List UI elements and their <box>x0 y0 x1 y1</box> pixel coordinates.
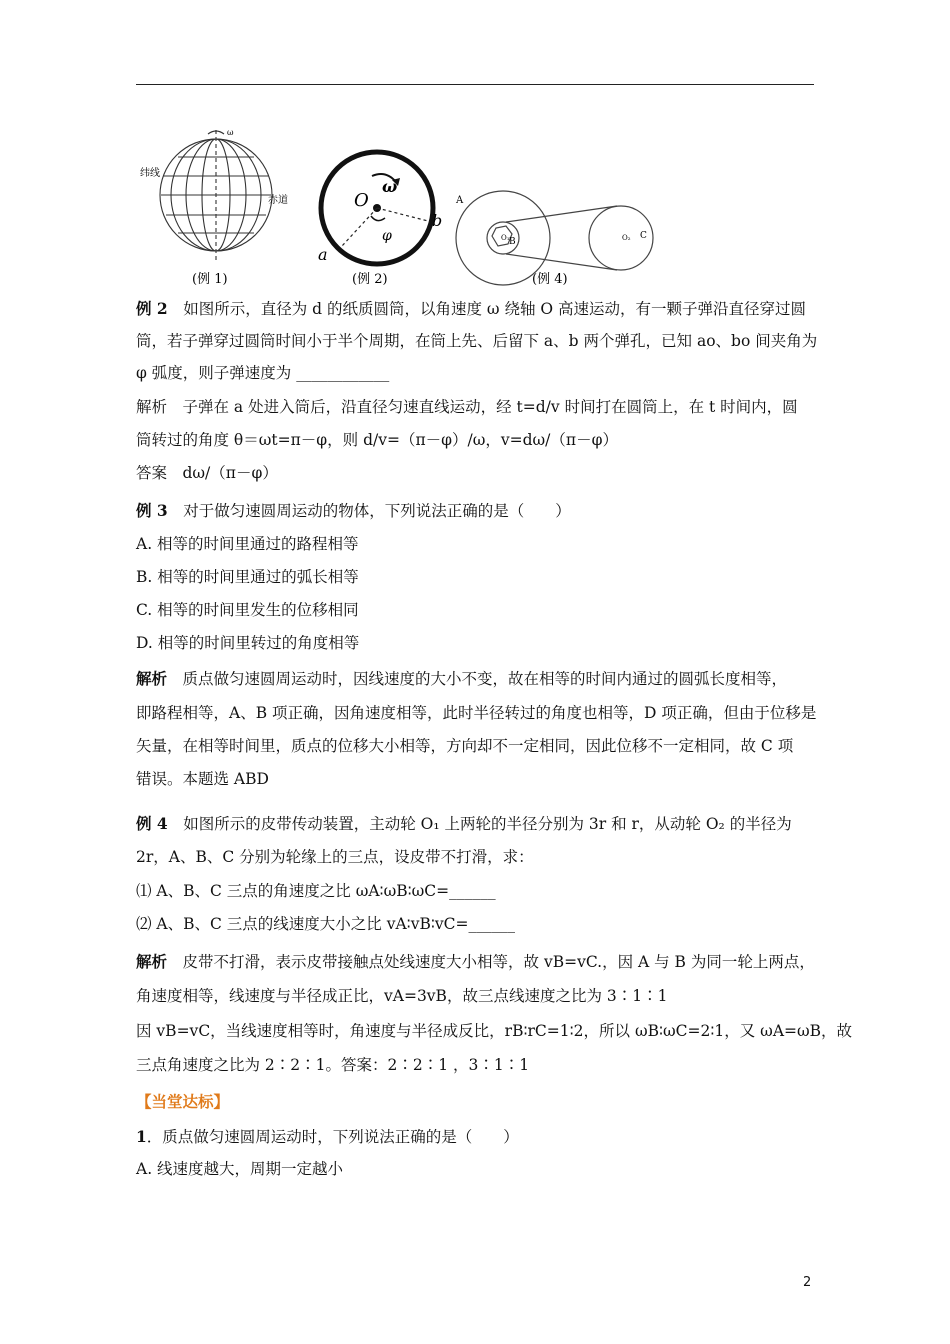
text-segment: A. 相等的时间里通过的路程相等 <box>136 535 359 553</box>
text-line <box>136 1020 853 1042</box>
text-line <box>136 951 816 973</box>
text-segment: B. 相等的时间里通过的弧长相等 <box>136 568 359 586</box>
text-segment: D. 相等的时间里转过的角度相等 <box>136 634 360 652</box>
fig4-label-b: B <box>509 237 516 247</box>
text-line <box>136 632 816 654</box>
text-segment: ⑴ A、B、C 三点的角速度之比 ωA∶ωB∶ωC=______ <box>136 882 496 900</box>
text-segment: C. 相等的时间里发生的位移相同 <box>136 601 359 619</box>
text-segment: 解析 <box>136 669 168 688</box>
fig1-label-top: ω <box>227 128 234 137</box>
text-segment: 例 4 <box>136 814 168 833</box>
figure-row <box>136 120 816 292</box>
text-segment: 皮带不打滑，表示皮带接触点处线速度大小相等，故 vB=vC.，因 A 与 B 为同一轮上两点， <box>167 953 815 971</box>
text-segment: A. 线速度越大，周期一定越小 <box>136 1160 344 1178</box>
text-segment: 1 <box>136 1127 147 1146</box>
text-segment: 解析 子弹在 a 处进入筒后，沿直径匀速直线运动，经 t=d/v 时间打在圆筒上，在 t 时间内，圆 <box>136 398 798 416</box>
text-line <box>136 1054 816 1076</box>
fig2-caption: (例 2) <box>352 272 388 287</box>
text-line <box>136 462 816 484</box>
text-line <box>136 813 816 835</box>
text-segment: 矢量，在相等时间里，质点的位移大小相等，方向却不一定相同，因此位移不一定相同，故 C 项 <box>136 737 794 755</box>
globe-figure <box>136 120 296 292</box>
header-rule <box>136 84 814 85</box>
text-segment: 即路程相等，A、B 项正确，因角速度相等，此时半径转过的角度也相等，D 项正确，但由于位移是 <box>136 704 817 722</box>
text-segment: 对于做匀速圆周运动的物体，下列说法正确的是（ ） <box>167 502 571 520</box>
text-line <box>136 735 816 757</box>
text-segment: 筒转过的角度 θ＝ωt=π－φ，则 d/v=（π－φ）/ω，v=dω/（π－φ） <box>136 431 618 449</box>
fig1-caption: (例 1) <box>192 272 228 287</box>
belt-drive-figure <box>454 120 654 292</box>
text-segment: ⑵ A、B、C 三点的线速度大小之比 vA∶vB∶vC=______ <box>136 915 515 933</box>
fig2-label-omega: ω <box>382 177 398 196</box>
page-number: 2 <box>803 1275 812 1290</box>
text-line <box>136 1126 816 1148</box>
text-line <box>136 846 816 868</box>
text-line <box>136 768 816 790</box>
text-segment: 例 3 <box>136 501 168 520</box>
text-segment: 答案 dω/（π－φ） <box>136 464 278 482</box>
text-line <box>136 1158 816 1180</box>
text-segment: 错误。本题选 ABD <box>136 770 269 788</box>
text-segment: 三点角速度之比为 2∶2∶1。答案：2∶2∶1 ，3∶1∶1 <box>136 1056 530 1074</box>
text-line <box>136 880 816 902</box>
cylinder-figure <box>314 120 454 292</box>
text-segment: 因 vB=vC，当线速度相等时，角速度与半径成反比，rB∶rC=1∶2，所以 ωB∶ωC=2∶1，又 ωA=ωB，故 <box>136 1022 853 1040</box>
text-line <box>136 599 816 621</box>
text-segment: 角速度相等，线速度与半径成正比，vA=3vB，故三点线速度之比为 3∶1∶1 <box>136 987 668 1005</box>
fig4-label-a: A <box>456 195 464 206</box>
fig4-label-c: C <box>640 231 647 241</box>
text-line <box>136 913 816 935</box>
text-segment: 【当堂达标】 <box>136 1092 230 1111</box>
text-segment: 如图所示的皮带传动装置，主动轮 O₁ 上两轮的半径分别为 3r 和 r，从动轮 O₂ 的半径为 <box>167 815 792 833</box>
fig4-caption: (例 4) <box>532 272 568 287</box>
fig1-label-right: 赤道 <box>268 195 288 206</box>
fig2-label-o: O <box>354 190 369 211</box>
fig2-label-phi: φ <box>382 228 392 244</box>
text-line <box>136 533 816 555</box>
text-line <box>136 1091 816 1113</box>
fig2-label-a: a <box>318 245 328 264</box>
text-segment: 2r，A、B、C 分别为轮缘上的三点，设皮带不打滑，求： <box>136 848 534 866</box>
text-line <box>136 985 816 1007</box>
text-line <box>136 668 816 690</box>
text-line <box>136 500 816 522</box>
fig4-label-o1: O₁ <box>501 234 510 242</box>
text-segment: 质点做匀速圆周运动时，因线速度的大小不变，故在相等的时间内通过的圆弧长度相等， <box>167 670 788 688</box>
text-line <box>136 396 816 418</box>
text-segment: 解析 <box>136 952 168 971</box>
text-line <box>136 566 816 588</box>
text-segment: ．质点做匀速圆周运动时，下列说法正确的是（ ） <box>146 1128 519 1146</box>
fig4-label-o2: O₂ <box>622 234 631 242</box>
text-line <box>136 298 816 320</box>
text-segment: φ 弧度，则子弹速度为 ____________ <box>136 364 390 382</box>
text-line <box>136 429 816 451</box>
fig2-label-b: b <box>432 211 443 230</box>
text-line <box>136 362 816 384</box>
text-line <box>136 330 816 352</box>
text-segment: 筒，若子弹穿过圆筒时间小于半个周期，在筒上先、后留下 a、b 两个弹孔，已知 ao、bo 间夹角为 <box>136 332 818 350</box>
fig1-label-left: 纬线 <box>140 168 160 179</box>
text-segment: 例 2 <box>136 299 168 318</box>
text-line <box>136 702 816 724</box>
text-segment: 如图所示，直径为 d 的纸质圆筒，以角速度 ω 绕轴 O 高速运动，有一颗子弹沿直径穿过圆 <box>167 300 807 318</box>
